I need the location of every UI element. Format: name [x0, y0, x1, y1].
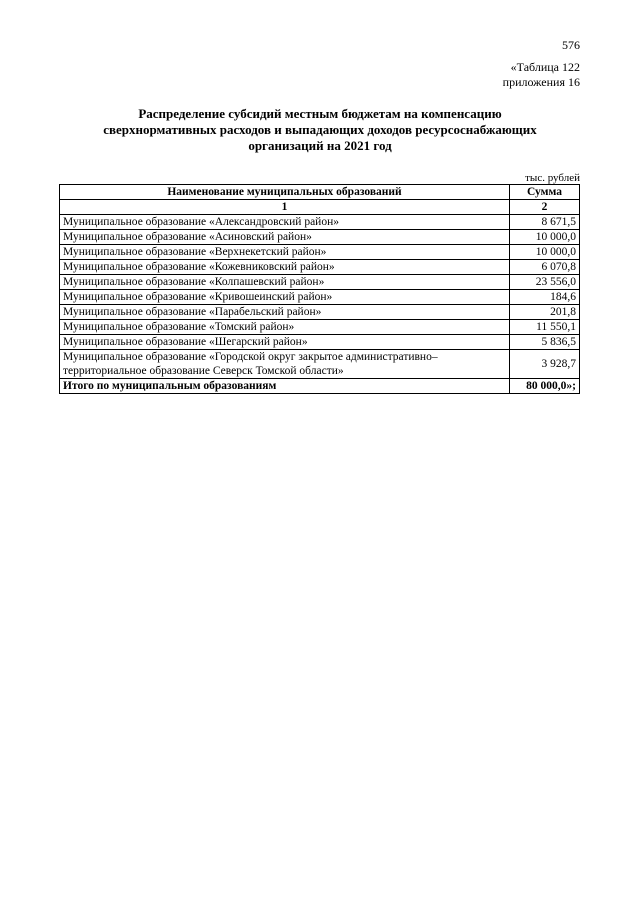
table-ref-line: «Таблица 122	[510, 60, 580, 74]
municipality-name: Муниципальное образование «Кожевниковский район»	[60, 260, 510, 275]
municipality-name: Муниципальное образование «Томский район»	[60, 320, 510, 335]
table-row	[60, 245, 580, 260]
municipality-name: Муниципальное образование «Кривошеинский район»	[60, 290, 510, 305]
title-line: Распределение субсидий местным бюджетам на компенсацию	[138, 106, 502, 121]
table-header-row	[60, 185, 580, 200]
subsidy-table	[59, 184, 580, 394]
table-row	[60, 335, 580, 350]
column-number-row	[60, 200, 580, 215]
table-reference	[503, 60, 580, 90]
table-row	[60, 230, 580, 245]
subsidy-amount: 6 070,8	[510, 260, 580, 275]
subsidy-amount: 8 671,5	[510, 215, 580, 230]
subsidy-amount: 10 000,0	[510, 230, 580, 245]
table-row	[60, 215, 580, 230]
total-amount: 80 000,0»;	[510, 379, 580, 394]
page-number: 576	[562, 38, 580, 52]
subsidy-amount: 184,6	[510, 290, 580, 305]
municipality-name: Муниципальное образование «Парабельский район»	[60, 305, 510, 320]
table-row	[60, 260, 580, 275]
name-line: территориальное образование Северск Томской области»	[63, 365, 344, 377]
municipality-name	[60, 350, 510, 379]
table-row	[60, 320, 580, 335]
appendix-ref-line: приложения 16	[502, 75, 580, 89]
subsidy-amount: 10 000,0	[510, 245, 580, 260]
subsidy-amount: 11 550,1	[510, 320, 580, 335]
total-row	[60, 379, 580, 394]
total-label: Итого по муниципальным образованиям	[60, 379, 510, 394]
title-line: организаций на 2021 год	[248, 138, 392, 153]
header-amount-column: Сумма	[510, 185, 580, 200]
municipality-name: Муниципальное образование «Шегарский район»	[60, 335, 510, 350]
name-line: Муниципальное образование «Городской округ закрытое административно–	[63, 351, 438, 363]
table-row	[60, 350, 580, 379]
municipality-name: Муниципальное образование «Колпашевский район»	[60, 275, 510, 290]
table-row	[60, 290, 580, 305]
table-row	[60, 305, 580, 320]
column-number: 1	[60, 200, 510, 215]
units-label: тыс. рублей	[525, 172, 580, 184]
header-name-column: Наименование муниципальных образований	[60, 185, 510, 200]
subsidy-amount: 201,8	[510, 305, 580, 320]
subsidy-amount: 23 556,0	[510, 275, 580, 290]
subsidy-amount: 5 836,5	[510, 335, 580, 350]
table-row	[60, 275, 580, 290]
subsidy-amount: 3 928,7	[510, 350, 580, 379]
document-title	[60, 106, 580, 154]
municipality-name: Муниципальное образование «Александровский район»	[60, 215, 510, 230]
municipality-name: Муниципальное образование «Верхнекетский район»	[60, 245, 510, 260]
column-number: 2	[510, 200, 580, 215]
title-line: сверхнормативных расходов и выпадающих доходов ресурсоснабжающих	[103, 122, 537, 137]
municipality-name: Муниципальное образование «Асиновский район»	[60, 230, 510, 245]
